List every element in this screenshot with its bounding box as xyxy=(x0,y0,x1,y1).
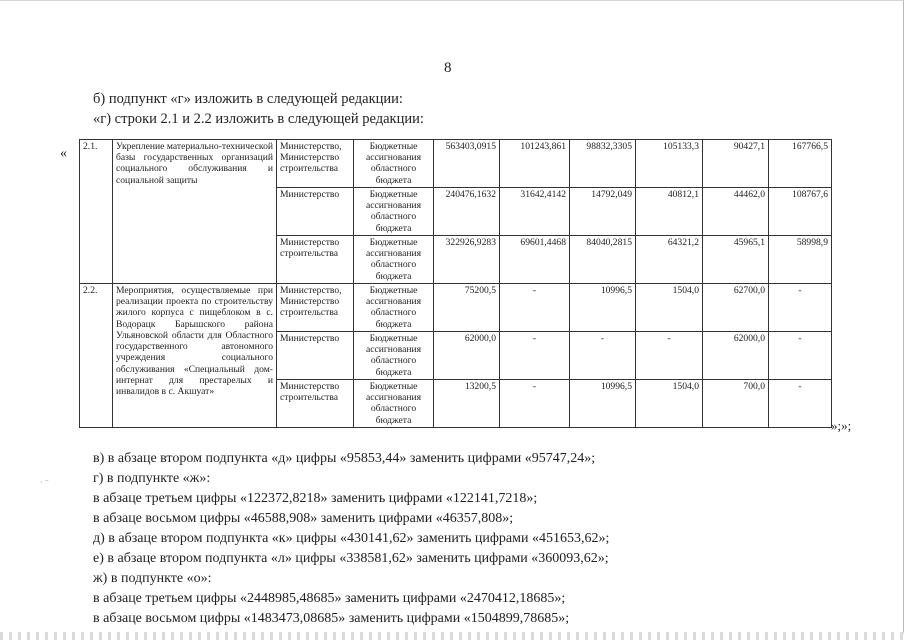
value-cell: 44462,0 xyxy=(703,188,769,236)
amendment-line: в абзаце третьем цифры «2448985,48685» заменить цифрами «2470412,18685»; xyxy=(93,591,566,606)
value-cell: - xyxy=(636,332,703,380)
scan-bottom-edge xyxy=(0,632,905,640)
value-cell: - xyxy=(570,332,636,380)
executor-cell: Министерство, Министерство строительства xyxy=(277,140,354,188)
scan-specks: · ⁻ xyxy=(40,478,49,487)
row-number-cell: 2.2. xyxy=(80,284,113,428)
value-cell: 240476,1632 xyxy=(434,188,500,236)
heading-line-1: б) подпункт «г» изложить в следующей редакции: xyxy=(93,91,403,107)
value-cell: 84040,2815 xyxy=(570,236,636,284)
executor-cell: Министерство строительства xyxy=(277,236,354,284)
value-cell: 64321,2 xyxy=(636,236,703,284)
amendment-line: ж) в подпункте «о»: xyxy=(93,571,212,586)
value-cell: 13200,5 xyxy=(434,380,500,428)
amendment-line: в) в абзаце втором подпункта «д» цифры «95853,44» заменить цифрами «95747,24»; xyxy=(93,451,596,466)
value-cell: 62000,0 xyxy=(434,332,500,380)
close-quote: »;»; xyxy=(831,418,852,433)
value-cell: - xyxy=(500,332,570,380)
value-cell: 10996,5 xyxy=(570,380,636,428)
value-cell: 45965,1 xyxy=(703,236,769,284)
executor-cell: Министерство xyxy=(277,332,354,380)
row-number-cell: 2.1. xyxy=(80,140,113,284)
heading-line-2: «г) строки 2.1 и 2.2 изложить в следующей редакции: xyxy=(93,111,424,127)
value-cell: 1504,0 xyxy=(636,284,703,332)
funding-source-cell: Бюджетные ассигнования областного бюджета xyxy=(354,380,434,428)
funding-source-cell: Бюджетные ассигнования областного бюджета xyxy=(354,140,434,188)
value-cell: - xyxy=(769,332,832,380)
value-cell: - xyxy=(500,284,570,332)
amendment-line: е) в абзаце втором подпункта «л» цифры «338581,62» заменить цифрами «360093,62»; xyxy=(93,551,609,566)
funding-source-cell: Бюджетные ассигнования областного бюджета xyxy=(354,284,434,332)
amendment-line: в абзаце третьем цифры «122372,8218» заменить цифрами «122141,7218»; xyxy=(93,491,538,506)
value-cell: 90427,1 xyxy=(703,140,769,188)
measure-name-cell: Укрепление материально-технической базы государственных организаций социального обслуживания и социальной защиты xyxy=(113,140,277,284)
value-cell: 105133,3 xyxy=(636,140,703,188)
value-cell: 75200,5 xyxy=(434,284,500,332)
value-cell: 62000,0 xyxy=(703,332,769,380)
value-cell: 167766,5 xyxy=(769,140,832,188)
value-cell: 101243,861 xyxy=(500,140,570,188)
executor-cell: Министерство, Министерство строительства xyxy=(277,284,354,332)
value-cell: - xyxy=(769,380,832,428)
value-cell: 10996,5 xyxy=(570,284,636,332)
value-cell: 69601,4468 xyxy=(500,236,570,284)
funding-source-cell: Бюджетные ассигнования областного бюджета xyxy=(354,236,434,284)
value-cell: 322926,9283 xyxy=(434,236,500,284)
page-number: 8 xyxy=(444,60,452,76)
open-quote: « xyxy=(60,146,67,161)
funding-source-cell: Бюджетные ассигнования областного бюджета xyxy=(354,188,434,236)
value-cell: 1504,0 xyxy=(636,380,703,428)
amendment-line: в абзаце восьмом цифры «1483473,08685» заменить цифрами «1504899,78685»; xyxy=(93,611,570,626)
executor-cell: Министерство xyxy=(277,188,354,236)
value-cell: 98832,3305 xyxy=(570,140,636,188)
value-cell: 563403,0915 xyxy=(434,140,500,188)
value-cell: 58998,9 xyxy=(769,236,832,284)
value-cell: 40812,1 xyxy=(636,188,703,236)
value-cell: - xyxy=(769,284,832,332)
table-row xyxy=(80,140,832,188)
value-cell: 108767,6 xyxy=(769,188,832,236)
amendment-table xyxy=(79,139,832,428)
amendment-line: д) в абзаце втором подпункта «к» цифры «430141,62» заменить цифрами «451653,62»; xyxy=(93,531,610,546)
value-cell: 31642,4142 xyxy=(500,188,570,236)
executor-cell: Министерство строительства xyxy=(277,380,354,428)
amendment-line: г) в подпункте «ж»: xyxy=(93,471,211,486)
funding-source-cell: Бюджетные ассигнования областного бюджета xyxy=(354,332,434,380)
value-cell: 14792,049 xyxy=(570,188,636,236)
table-row xyxy=(80,284,832,332)
amendment-line: в абзаце восьмом цифры «46588,908» заменить цифрами «46357,808»; xyxy=(93,511,514,526)
value-cell: 700,0 xyxy=(703,380,769,428)
measure-name-cell: Мероприятия, осуществляемые при реализации проекта по строительству жилого корпуса с пищеблоком в с. Водорацк Барышского района Ульяновской области для Областного государственного автономного учреждения социального обслуживания «Специальный дом-интернат для престарелых и инвалидов в с. Акшуат» xyxy=(113,284,277,428)
value-cell: 62700,0 xyxy=(703,284,769,332)
value-cell: - xyxy=(500,380,570,428)
